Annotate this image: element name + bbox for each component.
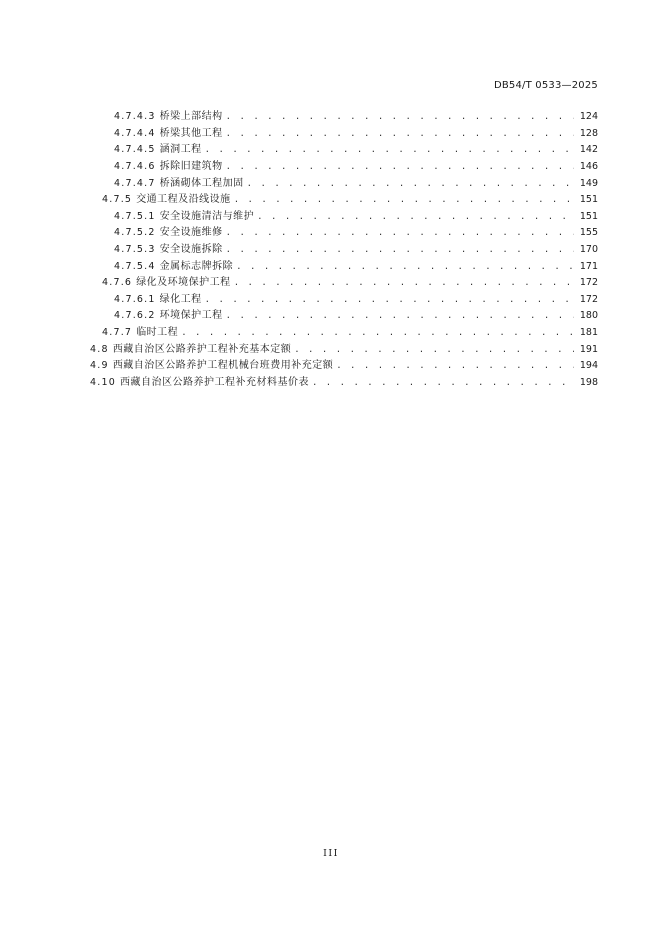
page-number: III (323, 848, 339, 859)
toc-entry[interactable] (114, 225, 598, 242)
toc-entry-page: 171 (579, 260, 598, 272)
document-code: DB54/T 0533—2025 (493, 80, 598, 91)
toc-entry-title: 交通工程及沿线设施 (136, 194, 231, 206)
toc-dot-leader (247, 176, 574, 192)
toc-dot-leader (257, 209, 574, 225)
toc-dot-leader (226, 126, 574, 142)
toc-entry-number: 4.7.6.1 (114, 293, 156, 305)
toc-dot-leader (226, 225, 574, 241)
toc-entry-page: 172 (579, 293, 598, 305)
toc-entry-number: 4.7.4.5 (114, 144, 156, 156)
toc-entry-page: 172 (579, 277, 598, 289)
toc-entry-number: 4.7.4.6 (114, 161, 156, 173)
toc-entry-title: 临时工程 (136, 327, 179, 339)
toc-entry[interactable] (114, 209, 598, 226)
toc-entry-number: 4.7.4.3 (114, 111, 156, 123)
toc-dot-leader (312, 375, 574, 391)
toc-entry[interactable] (114, 159, 598, 176)
toc-entry-number: 4.7.4.7 (114, 177, 156, 189)
toc-entry-number: 4.7.6.2 (114, 310, 156, 322)
toc-entry-title: 金属标志牌拆除 (159, 260, 234, 272)
toc-entry[interactable] (114, 175, 598, 192)
toc-dot-leader (205, 142, 574, 158)
toc-entry-number: 4.7.4.4 (114, 127, 156, 139)
toc-entry[interactable] (114, 109, 598, 126)
toc-entry-page: 155 (579, 227, 598, 239)
toc-dot-leader (294, 342, 574, 358)
toc-dot-leader (234, 275, 574, 291)
toc-dot-leader (226, 109, 574, 125)
toc-entry-page: 180 (579, 310, 598, 322)
toc-entry-number: 4.7.5 (102, 194, 133, 206)
toc-entry-page: 128 (579, 127, 598, 139)
toc-entry-number: 4.7.5.1 (114, 210, 156, 222)
toc-entry-number: 4.7.5.2 (114, 227, 156, 239)
toc-entry-title: 绿化工程 (159, 293, 202, 305)
toc-entry-title: 西藏自治区公路养护工程机械台班费用补充定额 (112, 360, 334, 372)
toc-entry-title: 桥梁其他工程 (159, 127, 223, 139)
toc-entry[interactable] (114, 142, 598, 159)
toc-dot-leader (181, 325, 574, 341)
toc-dot-leader (236, 259, 574, 275)
toc-entry-number: 4.10 (90, 376, 116, 388)
toc-entry-title: 桥涵砌体工程加固 (159, 177, 244, 189)
toc-entry-page: 146 (579, 161, 598, 173)
toc-entry-page: 191 (579, 343, 598, 355)
toc-entry-number: 4.9 (90, 360, 109, 372)
toc-dot-leader (226, 242, 574, 258)
toc-entry-number: 4.7.6 (102, 277, 133, 289)
toc-entry-title: 涵洞工程 (159, 144, 202, 156)
toc-entry-title: 西藏自治区公路养护工程补充材料基价表 (119, 376, 309, 388)
toc-entry-title: 拆除旧建筑物 (159, 161, 223, 173)
toc-entry[interactable] (114, 242, 598, 259)
toc-entry[interactable] (90, 341, 598, 358)
toc-dot-leader (226, 308, 574, 324)
toc-entry-title: 桥梁上部结构 (159, 111, 223, 123)
toc-entry[interactable] (90, 375, 598, 392)
toc-dot-leader (336, 358, 574, 374)
toc-entry-page: 124 (579, 111, 598, 123)
toc-entry[interactable] (114, 308, 598, 325)
toc-entry-page: 170 (579, 244, 598, 256)
toc-entry[interactable] (114, 292, 598, 309)
toc-entry-page: 198 (579, 376, 598, 388)
toc-entry-title: 安全设施清洁与维护 (159, 210, 255, 222)
toc-dot-leader (205, 292, 574, 308)
toc-entry-title: 安全设施拆除 (159, 244, 223, 256)
toc-entry-title: 西藏自治区公路养护工程补充基本定额 (112, 343, 292, 355)
toc-entry-number: 4.8 (90, 343, 109, 355)
toc-entry-page: 151 (579, 194, 598, 206)
toc-entry[interactable] (102, 275, 598, 292)
toc-entry[interactable] (90, 358, 598, 375)
toc-entry-number: 4.7.5.3 (114, 244, 156, 256)
toc-entry-page: 151 (579, 210, 598, 222)
toc-entry[interactable] (102, 325, 598, 342)
toc-dot-leader (234, 192, 574, 208)
toc-entry-page: 142 (579, 144, 598, 156)
toc-entry[interactable] (102, 192, 598, 209)
toc-entry-page: 181 (579, 327, 598, 339)
toc-entry-number: 4.7.5.4 (114, 260, 156, 272)
toc-entry-title: 安全设施维修 (159, 227, 223, 239)
toc-entry[interactable] (114, 258, 598, 275)
toc-entry-page: 149 (579, 177, 598, 189)
toc-entry[interactable] (114, 126, 598, 143)
toc-entry-page: 194 (579, 360, 598, 372)
toc-dot-leader (226, 159, 574, 175)
toc-entry-title: 环境保护工程 (159, 310, 223, 322)
toc-entry-number: 4.7.7 (102, 327, 133, 339)
toc-entry-title: 绿化及环境保护工程 (136, 277, 231, 289)
